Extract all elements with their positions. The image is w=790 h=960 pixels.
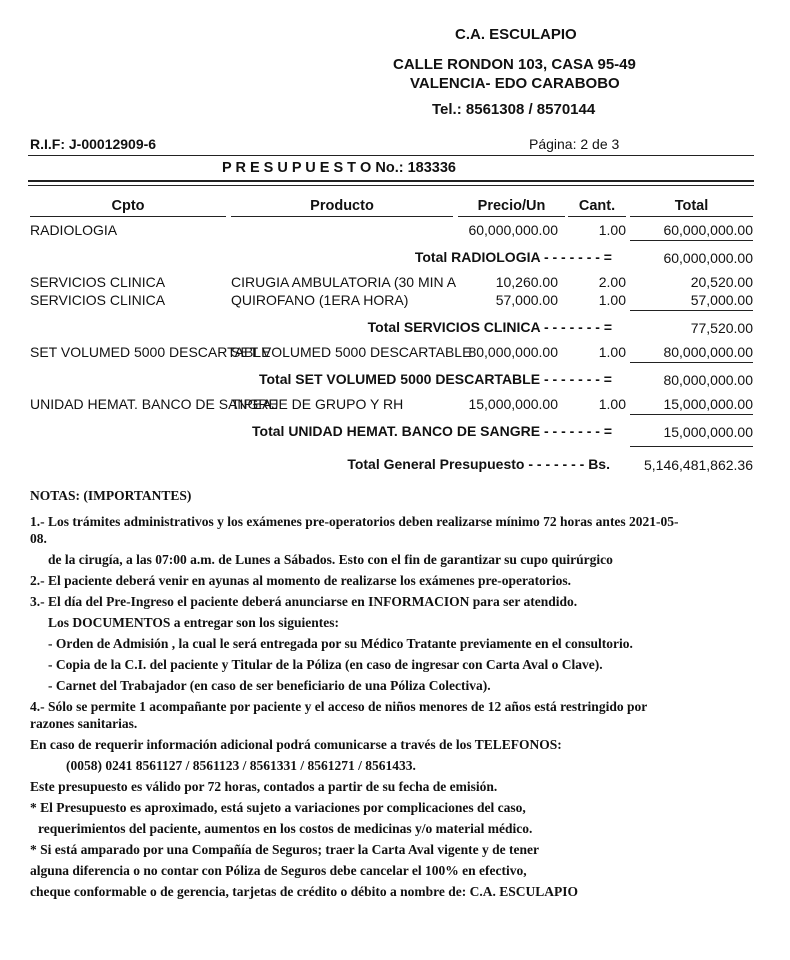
insurance-note: * Si está amparado por una Compañía de Seguros; traer la Carta Aval vigente y de tener (30, 842, 539, 857)
subtotal-label: Total SERVICIOS CLINICA - - - - - - - = (367, 319, 612, 335)
company-name: C.A. ESCULAPIO (455, 26, 577, 43)
col-underline-cpto (30, 216, 226, 217)
note-1: 1.- Los trámites administrativos y los exámenes pre-operatorios deben realizarse mínimo 72 horas antes 2021-05-08. (30, 514, 679, 546)
cell-producto: CIRUGIA AMBULATORIA (30 MIN A (231, 274, 457, 290)
table-row (0, 222, 790, 240)
cell-cpto: UNIDAD HEMAT. BANCO DE SANGRE (30, 396, 278, 412)
grand-total-label: Total General Presupuesto - - - - - - - Bs. (347, 456, 610, 472)
notes-section (30, 487, 680, 900)
header-rule-bottom (28, 180, 754, 182)
notes-heading: NOTAS: (IMPORTANTES) (30, 488, 192, 503)
insurance-note-cont-2: cheque conformable o de gerencia, tarjetas de crédito o débito a nombre de: C.A. ESCULAPIO (30, 884, 579, 899)
subtotal-value: 77,520.00 (690, 320, 753, 336)
row-total-rule (630, 414, 753, 415)
cell-producto: QUIROFANO (1ERA HORA) (231, 292, 409, 308)
grand-total-value: 5,146,481,862.36 (644, 457, 753, 473)
cell-producto: TIPEAJE DE GRUPO Y RH (231, 396, 404, 412)
approx-note-cont: requerimientos del paciente, aumentos en los costos de medicinas y/o material médico. (38, 821, 533, 836)
grand-total-rule (630, 446, 753, 447)
table-row (0, 396, 790, 414)
cell-cant: 1.00 (598, 222, 626, 238)
cell-total: 57,000.00 (690, 292, 753, 308)
row-total-rule (630, 362, 753, 363)
note-3-doc-3: - Carnet del Trabajador (en caso de ser beneficiario de una Póliza Colectiva). (48, 678, 491, 693)
contact-phones: (0058) 0241 8561127 / 8561123 / 8561331 / 8561271 / 8561433. (66, 758, 416, 773)
note-3-doc-2: - Copia de la C.I. del paciente y Titular de la Póliza (en caso de ingresar con Carta Aval o Clave). (48, 657, 603, 672)
note-2: 2.- El paciente deberá venir en ayunas al momento de realizarse los exámenes pre-operatorios. (30, 573, 572, 588)
cell-precio: 10,260.00 (495, 274, 558, 290)
cell-cpto: SET VOLUMED 5000 DESCARTABLE (30, 344, 271, 360)
header-rule-top (28, 155, 754, 156)
cell-cant: 1.00 (598, 396, 626, 412)
col-underline-precio (458, 216, 565, 217)
cell-precio: 60,000,000.00 (468, 222, 558, 238)
col-underline-cant (568, 216, 626, 217)
note-3-doc-1: - Orden de Admisión , la cual le será entregada por su Médico Tratante previamente en el consultorio. (48, 636, 633, 651)
table-header (0, 198, 790, 216)
subtotal-value: 80,000,000.00 (663, 372, 753, 388)
rif-number: R.I.F: J-00012909-6 (30, 136, 157, 152)
cell-producto: SET VOLUMED 5000 DESCARTABLE (231, 344, 472, 360)
validity-note: Este presupuesto es válido por 72 horas, contados a partir de su fecha de emisión. (30, 779, 498, 794)
company-phone: Tel.: 8561308 / 8570144 (432, 101, 596, 118)
row-total-rule (630, 240, 753, 241)
cell-precio: 57,000.00 (495, 292, 558, 308)
cell-cpto: SERVICIOS CLINICA (30, 292, 166, 308)
table-row (0, 292, 790, 310)
contact-info: En caso de requerir información adicional podrá comunicarse a través de los TELEFONOS: (30, 737, 562, 752)
subtotal-value: 60,000,000.00 (663, 250, 753, 266)
company-address-line1: CALLE RONDON 103, CASA 95-49 (393, 56, 636, 73)
note-1-cont: de la cirugía, a las 07:00 a.m. de Lunes a Sábados. Esto con el fin de garantizar su cupo quirúrgico (48, 552, 613, 567)
col-precio: Precio/Un (477, 198, 546, 214)
company-address-line2: VALENCIA- EDO CARABOBO (410, 75, 620, 92)
header-rule-bottom-2 (28, 185, 754, 186)
cell-cant: 2.00 (598, 274, 626, 290)
cell-total: 20,520.00 (690, 274, 753, 290)
cell-total: 80,000,000.00 (663, 344, 753, 360)
note-3: 3.- El día del Pre-Ingreso el paciente deberá anunciarse en INFORMACION para ser atendido. (30, 594, 578, 609)
col-cpto: Cpto (111, 198, 145, 214)
cell-cant: 1.00 (598, 292, 626, 308)
col-producto: Producto (310, 198, 374, 214)
table-row (0, 344, 790, 362)
note-3-documents: Los DOCUMENTOS a entregar son los siguientes: (48, 615, 340, 630)
table-row (0, 274, 790, 292)
document-title: P R E S U P U E S T O No.: 183336 (222, 160, 456, 176)
cell-total: 15,000,000.00 (663, 396, 753, 412)
cell-cpto: SERVICIOS CLINICA (30, 274, 166, 290)
col-cant: Cant. (578, 198, 616, 214)
row-total-rule (630, 310, 753, 311)
subtotal-label: Total SET VOLUMED 5000 DESCARTABLE - - - - - - - = (258, 371, 612, 387)
cell-precio: 80,000,000.00 (468, 344, 558, 360)
subtotal-value: 15,000,000.00 (663, 424, 753, 440)
note-4: 4.- Sólo se permite 1 acompañante por paciente y el acceso de niños menores de 12 años está restringido por razones sanitarias. (30, 699, 647, 731)
cell-cant: 1.00 (598, 344, 626, 360)
col-underline-producto (231, 216, 453, 217)
cell-precio: 15,000,000.00 (468, 396, 558, 412)
cell-total: 60,000,000.00 (663, 222, 753, 238)
subtotal-label: Total RADIOLOGIA - - - - - - - = (414, 249, 612, 265)
insurance-note-cont-1: alguna diferencia o no contar con Póliza de Seguros debe cancelar el 100% en efectivo, (30, 863, 527, 878)
col-total: Total (674, 198, 709, 214)
approx-note: * El Presupuesto es aproximado, está sujeto a variaciones por complicaciones del caso, (30, 800, 526, 815)
page-number: Página: 2 de 3 (529, 136, 620, 152)
subtotal-label: Total UNIDAD HEMAT. BANCO DE SANGRE - - - - - - - = (252, 423, 612, 439)
col-underline-total (630, 216, 753, 217)
cell-cpto: RADIOLOGIA (30, 222, 118, 238)
